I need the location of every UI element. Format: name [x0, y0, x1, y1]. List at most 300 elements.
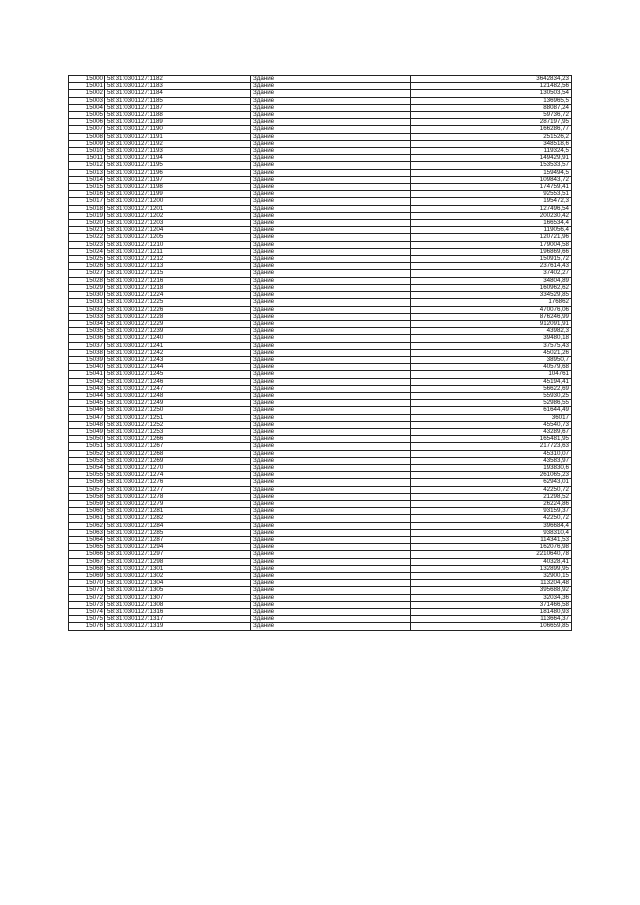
- object-type-cell: Здание: [251, 609, 411, 616]
- cadastral-value-cell: 149429,91: [411, 155, 572, 162]
- table-row: [69, 140, 572, 147]
- row-number-cell: 15072: [69, 594, 105, 601]
- table-row: [69, 270, 572, 277]
- cadastral-value-cell: 56622,69: [411, 385, 572, 392]
- object-type-cell: Здание: [251, 248, 411, 255]
- cadastral-number-cell: 58:31:0301127:1270: [105, 464, 251, 471]
- cadastral-number-cell: 58:31:0301127:1205: [105, 234, 251, 241]
- object-type-cell: Здание: [251, 493, 411, 500]
- object-type-cell: Здание: [251, 378, 411, 385]
- row-number-cell: 15044: [69, 392, 105, 399]
- row-number-cell: 15035: [69, 328, 105, 335]
- cadastral-value-cell: 93159,37: [411, 508, 572, 515]
- object-type-cell: Здание: [251, 212, 411, 219]
- row-number-cell: 15024: [69, 248, 105, 255]
- object-type-cell: Здание: [251, 263, 411, 270]
- row-number-cell: 15063: [69, 529, 105, 536]
- cadastral-number-cell: 58:31:0301127:1297: [105, 551, 251, 558]
- table-row: [69, 90, 572, 97]
- cadastral-number-cell: 58:31:0301127:1301: [105, 565, 251, 572]
- object-type-cell: Здание: [251, 328, 411, 335]
- object-type-cell: Здание: [251, 479, 411, 486]
- cadastral-value-cell: 40328,41: [411, 558, 572, 565]
- cadastral-value-cell: 196869,66: [411, 248, 572, 255]
- cadastral-number-cell: 58:31:0301127:1307: [105, 594, 251, 601]
- table-row: [69, 292, 572, 299]
- cadastral-value-cell: 166534,4: [411, 220, 572, 227]
- cadastral-number-cell: 58:31:0301127:1187: [105, 104, 251, 111]
- table-row: [69, 176, 572, 183]
- row-number-cell: 15069: [69, 573, 105, 580]
- cadastral-number-cell: 58:31:0301127:1239: [105, 328, 251, 335]
- object-type-cell: Здание: [251, 133, 411, 140]
- table-row: [69, 126, 572, 133]
- cadastral-number-cell: 58:31:0301127:1224: [105, 292, 251, 299]
- row-number-cell: 15047: [69, 414, 105, 421]
- object-type-cell: Здание: [251, 176, 411, 183]
- object-type-cell: Здание: [251, 443, 411, 450]
- row-number-cell: 15056: [69, 479, 105, 486]
- cadastral-value-cell: 34804,89: [411, 277, 572, 284]
- cadastral-value-cell: 132899,95: [411, 565, 572, 572]
- table-row: [69, 392, 572, 399]
- object-type-cell: Здание: [251, 587, 411, 594]
- row-number-cell: 15052: [69, 450, 105, 457]
- table-row: [69, 342, 572, 349]
- cadastral-value-cell: 334529,85: [411, 292, 572, 299]
- cadastral-number-cell: 58:31:0301127:1317: [105, 616, 251, 623]
- object-type-cell: Здание: [251, 256, 411, 263]
- cadastral-number-cell: 58:31:0301127:1226: [105, 306, 251, 313]
- object-type-cell: Здание: [251, 544, 411, 551]
- table-row: [69, 299, 572, 306]
- cadastral-value-cell: 42250,72: [411, 486, 572, 493]
- cadastral-value-cell: 104761: [411, 371, 572, 378]
- row-number-cell: 15014: [69, 176, 105, 183]
- cadastral-value-cell: 162076,98: [411, 544, 572, 551]
- cadastral-number-cell: 58:31:0301127:1279: [105, 500, 251, 507]
- cadastral-value-cell: 26224,86: [411, 500, 572, 507]
- table-row: [69, 436, 572, 443]
- cadastral-number-cell: 58:31:0301127:1184: [105, 90, 251, 97]
- table-row: [69, 356, 572, 363]
- cadastral-number-cell: 58:31:0301127:1204: [105, 227, 251, 234]
- table-row: [69, 349, 572, 356]
- table-row: [69, 83, 572, 90]
- object-type-cell: Здание: [251, 198, 411, 205]
- cadastral-number-cell: 58:31:0301127:1191: [105, 133, 251, 140]
- row-number-cell: 15049: [69, 428, 105, 435]
- cadastral-value-cell: 130503,54: [411, 90, 572, 97]
- cadastral-number-cell: 58:31:0301127:1304: [105, 580, 251, 587]
- cadastral-value-cell: 251526,2: [411, 133, 572, 140]
- table-row: [69, 609, 572, 616]
- cadastral-number-cell: 58:31:0301127:1252: [105, 421, 251, 428]
- row-number-cell: 15007: [69, 126, 105, 133]
- table-row: [69, 184, 572, 191]
- object-type-cell: Здание: [251, 76, 411, 83]
- object-type-cell: Здание: [251, 616, 411, 623]
- row-number-cell: 15041: [69, 371, 105, 378]
- cadastral-value-cell: 38950,7: [411, 356, 572, 363]
- cadastral-number-cell: 58:31:0301127:1278: [105, 493, 251, 500]
- table-row: [69, 573, 572, 580]
- object-type-cell: Здание: [251, 90, 411, 97]
- cadastral-value-cell: 45021,26: [411, 349, 572, 356]
- row-number-cell: 15059: [69, 500, 105, 507]
- cadastral-number-cell: 58:31:0301127:1212: [105, 256, 251, 263]
- table-row: [69, 421, 572, 428]
- cadastral-number-cell: 58:31:0301127:1308: [105, 601, 251, 608]
- object-type-cell: Здание: [251, 184, 411, 191]
- row-number-cell: 15011: [69, 155, 105, 162]
- cadastral-value-cell: 45540,73: [411, 421, 572, 428]
- object-type-cell: Здание: [251, 400, 411, 407]
- cadastral-number-cell: 58:31:0301127:1242: [105, 349, 251, 356]
- object-type-cell: Здание: [251, 220, 411, 227]
- row-number-cell: 15032: [69, 306, 105, 313]
- table-row: [69, 594, 572, 601]
- cadastral-number-cell: 58:31:0301127:1319: [105, 623, 251, 630]
- cadastral-value-cell: 40579,68: [411, 364, 572, 371]
- cadastral-value-cell: 150915,72: [411, 256, 572, 263]
- table-row: [69, 256, 572, 263]
- cadastral-number-cell: 58:31:0301127:1216: [105, 277, 251, 284]
- table-row: [69, 601, 572, 608]
- cadastral-value-cell: 61644,49: [411, 407, 572, 414]
- table-row: [69, 515, 572, 522]
- cadastral-value-cell: 195472,3: [411, 198, 572, 205]
- object-type-cell: Здание: [251, 112, 411, 119]
- table-row: [69, 364, 572, 371]
- object-type-cell: Здание: [251, 385, 411, 392]
- row-number-cell: 15048: [69, 421, 105, 428]
- cadastral-number-cell: 58:31:0301127:1276: [105, 479, 251, 486]
- cadastral-number-cell: 58:31:0301127:1225: [105, 299, 251, 306]
- table-row: [69, 486, 572, 493]
- cadastral-value-cell: 127496,54: [411, 205, 572, 212]
- cadastral-number-cell: 58:31:0301127:1201: [105, 205, 251, 212]
- object-type-cell: Здание: [251, 335, 411, 342]
- table-row: [69, 472, 572, 479]
- object-type-cell: Здание: [251, 558, 411, 565]
- row-number-cell: 15029: [69, 284, 105, 291]
- table-row: [69, 529, 572, 536]
- cadastral-number-cell: 58:31:0301127:1243: [105, 356, 251, 363]
- cadastral-value-cell: 59736,72: [411, 112, 572, 119]
- row-number-cell: 15040: [69, 364, 105, 371]
- object-type-cell: Здание: [251, 407, 411, 414]
- object-type-cell: Здание: [251, 450, 411, 457]
- row-number-cell: 15019: [69, 212, 105, 219]
- cadastral-number-cell: 58:31:0301127:1316: [105, 609, 251, 616]
- row-number-cell: 15065: [69, 544, 105, 551]
- table-row: [69, 587, 572, 594]
- object-type-cell: Здание: [251, 155, 411, 162]
- object-type-cell: Здание: [251, 83, 411, 90]
- row-number-cell: 15043: [69, 385, 105, 392]
- cadastral-number-cell: 58:31:0301127:1284: [105, 522, 251, 529]
- object-type-cell: Здание: [251, 169, 411, 176]
- object-type-cell: Здание: [251, 414, 411, 421]
- row-number-cell: 15028: [69, 277, 105, 284]
- row-number-cell: 15031: [69, 299, 105, 306]
- object-type-cell: Здание: [251, 623, 411, 630]
- table-row: [69, 443, 572, 450]
- object-type-cell: Здание: [251, 537, 411, 544]
- cadastral-value-cell: 88087,24: [411, 104, 572, 111]
- row-number-cell: 15070: [69, 580, 105, 587]
- row-number-cell: 15013: [69, 169, 105, 176]
- row-number-cell: 15058: [69, 493, 105, 500]
- cadastral-number-cell: 58:31:0301127:1197: [105, 176, 251, 183]
- cadastral-value-cell: 39480,18: [411, 335, 572, 342]
- table-row: [69, 378, 572, 385]
- object-type-cell: Здание: [251, 277, 411, 284]
- object-type-cell: Здание: [251, 508, 411, 515]
- cadastral-value-cell: 119324,5: [411, 148, 572, 155]
- table-row: [69, 565, 572, 572]
- table-row: [69, 385, 572, 392]
- cadastral-value-cell: 174759,41: [411, 184, 572, 191]
- cadastral-number-cell: 58:31:0301127:1196: [105, 169, 251, 176]
- table-row: [69, 148, 572, 155]
- object-type-cell: Здание: [251, 464, 411, 471]
- table-row: [69, 544, 572, 551]
- table-row: [69, 558, 572, 565]
- cadastral-number-cell: 58:31:0301127:1302: [105, 573, 251, 580]
- object-type-cell: Здание: [251, 292, 411, 299]
- object-type-cell: Здание: [251, 551, 411, 558]
- cadastral-value-cell: 237614,43: [411, 263, 572, 270]
- cadastral-value-cell: 181480,93: [411, 609, 572, 616]
- row-number-cell: 15003: [69, 97, 105, 104]
- cadastral-value-cell: 166286,77: [411, 126, 572, 133]
- cadastral-number-cell: 58:31:0301127:1182: [105, 76, 251, 83]
- cadastral-value-cell: 43583,97: [411, 457, 572, 464]
- cadastral-number-cell: 58:31:0301127:1251: [105, 414, 251, 421]
- cadastral-number-cell: 58:31:0301127:1218: [105, 284, 251, 291]
- table-row: [69, 97, 572, 104]
- cadastral-number-cell: 58:31:0301127:1199: [105, 191, 251, 198]
- object-type-cell: Здание: [251, 205, 411, 212]
- row-number-cell: 15061: [69, 515, 105, 522]
- cadastral-value-cell: 21298,52: [411, 493, 572, 500]
- object-type-cell: Здание: [251, 320, 411, 327]
- object-type-cell: Здание: [251, 515, 411, 522]
- table-row: [69, 162, 572, 169]
- cadastral-value-cell: 113664,37: [411, 616, 572, 623]
- cadastral-number-cell: 58:31:0301127:1298: [105, 558, 251, 565]
- cadastral-value-cell: 120721,96: [411, 234, 572, 241]
- table-row: [69, 493, 572, 500]
- row-number-cell: 15076: [69, 623, 105, 630]
- cadastral-number-cell: 58:31:0301127:1287: [105, 537, 251, 544]
- row-number-cell: 15020: [69, 220, 105, 227]
- cadastral-value-cell: 106659,85: [411, 623, 572, 630]
- cadastral-value-cell: 160962,62: [411, 284, 572, 291]
- table-row: [69, 277, 572, 284]
- row-number-cell: 15045: [69, 400, 105, 407]
- object-type-cell: Здание: [251, 234, 411, 241]
- row-number-cell: 15075: [69, 616, 105, 623]
- row-number-cell: 15030: [69, 292, 105, 299]
- object-type-cell: Здание: [251, 270, 411, 277]
- row-number-cell: 15016: [69, 191, 105, 198]
- table-row: [69, 112, 572, 119]
- object-type-cell: Здание: [251, 148, 411, 155]
- cadastral-value-cell: 37575,43: [411, 342, 572, 349]
- table-row: [69, 191, 572, 198]
- table-row: [69, 234, 572, 241]
- table-row: [69, 205, 572, 212]
- object-type-cell: Здание: [251, 140, 411, 147]
- row-number-cell: 15015: [69, 184, 105, 191]
- cadastral-value-cell: 2210640,78: [411, 551, 572, 558]
- row-number-cell: 15055: [69, 472, 105, 479]
- table-row: [69, 537, 572, 544]
- cadastral-number-cell: 58:31:0301127:1194: [105, 155, 251, 162]
- cadastral-value-cell: 396684,4: [411, 522, 572, 529]
- cadastral-number-cell: 58:31:0301127:1247: [105, 385, 251, 392]
- cadastral-value-cell: 114341,53: [411, 537, 572, 544]
- cadastral-value-cell: 348518,6: [411, 140, 572, 147]
- row-number-cell: 15034: [69, 320, 105, 327]
- table-row: [69, 320, 572, 327]
- cadastral-number-cell: 58:31:0301127:1195: [105, 162, 251, 169]
- row-number-cell: 15053: [69, 457, 105, 464]
- table-row: [69, 76, 572, 83]
- cadastral-value-cell: 938310,4: [411, 529, 572, 536]
- row-number-cell: 15010: [69, 148, 105, 155]
- cadastral-number-cell: 58:31:0301127:1241: [105, 342, 251, 349]
- table-row: [69, 313, 572, 320]
- cadastral-value-cell: 261065,23: [411, 472, 572, 479]
- cadastral-number-cell: 58:31:0301127:1267: [105, 443, 251, 450]
- cadastral-number-cell: 58:31:0301127:1192: [105, 140, 251, 147]
- row-number-cell: 15022: [69, 234, 105, 241]
- row-number-cell: 15021: [69, 227, 105, 234]
- table-row: [69, 263, 572, 270]
- cadastral-number-cell: 58:31:0301127:1240: [105, 335, 251, 342]
- table-row: [69, 104, 572, 111]
- cadastral-value-cell: 200230,42: [411, 212, 572, 219]
- row-number-cell: 15004: [69, 104, 105, 111]
- object-type-cell: Здание: [251, 126, 411, 133]
- table-row: [69, 464, 572, 471]
- cadastral-number-cell: 58:31:0301127:1190: [105, 126, 251, 133]
- cadastral-number-cell: 58:31:0301127:1210: [105, 241, 251, 248]
- row-number-cell: 15001: [69, 83, 105, 90]
- cadastral-number-cell: 58:31:0301127:1200: [105, 198, 251, 205]
- cadastral-number-cell: 58:31:0301127:1266: [105, 436, 251, 443]
- cadastral-value-cell: 876246,99: [411, 313, 572, 320]
- cadastral-number-cell: 58:31:0301127:1213: [105, 263, 251, 270]
- table-row: [69, 169, 572, 176]
- row-number-cell: 15060: [69, 508, 105, 515]
- table-row: [69, 623, 572, 630]
- cadastral-value-cell: 165481,95: [411, 436, 572, 443]
- row-number-cell: 15002: [69, 90, 105, 97]
- row-number-cell: 15042: [69, 378, 105, 385]
- row-number-cell: 15027: [69, 270, 105, 277]
- cadastral-number-cell: 58:31:0301127:1193: [105, 148, 251, 155]
- table-row: [69, 227, 572, 234]
- cadastral-value-cell: 121482,56: [411, 83, 572, 90]
- row-number-cell: 15023: [69, 241, 105, 248]
- row-number-cell: 15067: [69, 558, 105, 565]
- row-number-cell: 15033: [69, 313, 105, 320]
- cadastral-value-cell: 3642834,23: [411, 76, 572, 83]
- row-number-cell: 15064: [69, 537, 105, 544]
- object-type-cell: Здание: [251, 421, 411, 428]
- cadastral-number-cell: 58:31:0301127:1203: [105, 220, 251, 227]
- cadastral-value-cell: 371466,58: [411, 601, 572, 608]
- cadastral-value-cell: 179004,58: [411, 241, 572, 248]
- cadastral-value-cell: 92553,51: [411, 191, 572, 198]
- object-type-cell: Здание: [251, 500, 411, 507]
- object-type-cell: Здание: [251, 356, 411, 363]
- cadastral-value-cell: 36017: [411, 414, 572, 421]
- table-row: [69, 335, 572, 342]
- table-row: [69, 248, 572, 255]
- row-number-cell: 15000: [69, 76, 105, 83]
- cadastral-value-cell: 119056,4: [411, 227, 572, 234]
- cadastral-number-cell: 58:31:0301127:1294: [105, 544, 251, 551]
- cadastral-value-cell: 32034,36: [411, 594, 572, 601]
- cadastral-value-cell: 45310,07: [411, 450, 572, 457]
- cadastral-number-cell: 58:31:0301127:1281: [105, 508, 251, 515]
- object-type-cell: Здание: [251, 436, 411, 443]
- object-type-cell: Здание: [251, 284, 411, 291]
- object-type-cell: Здание: [251, 457, 411, 464]
- cadastral-value-cell: 62943,01: [411, 479, 572, 486]
- row-number-cell: 15051: [69, 443, 105, 450]
- object-type-cell: Здание: [251, 162, 411, 169]
- object-type-cell: Здание: [251, 364, 411, 371]
- row-number-cell: 15062: [69, 522, 105, 529]
- cadastral-value-cell: 113204,48: [411, 580, 572, 587]
- table-row: [69, 284, 572, 291]
- object-type-cell: Здание: [251, 565, 411, 572]
- cadastral-number-cell: 58:31:0301127:1248: [105, 392, 251, 399]
- row-number-cell: 15012: [69, 162, 105, 169]
- object-type-cell: Здание: [251, 529, 411, 536]
- cadastral-number-cell: 58:31:0301127:1282: [105, 515, 251, 522]
- table-row: [69, 407, 572, 414]
- object-type-cell: Здание: [251, 580, 411, 587]
- table-row: [69, 119, 572, 126]
- cadastral-value-cell: 395688,92: [411, 587, 572, 594]
- object-type-cell: Здание: [251, 522, 411, 529]
- cadastral-number-cell: 58:31:0301127:1202: [105, 212, 251, 219]
- row-number-cell: 15009: [69, 140, 105, 147]
- table-row: [69, 241, 572, 248]
- row-number-cell: 15068: [69, 565, 105, 572]
- cadastral-number-cell: 58:31:0301127:1253: [105, 428, 251, 435]
- cadastral-number-cell: 58:31:0301127:1274: [105, 472, 251, 479]
- object-type-cell: Здание: [251, 428, 411, 435]
- cadastral-value-cell: 176862: [411, 299, 572, 306]
- table-row: [69, 450, 572, 457]
- object-type-cell: Здание: [251, 472, 411, 479]
- table-body: [69, 76, 572, 631]
- row-number-cell: 15046: [69, 407, 105, 414]
- cadastral-value-table: [68, 75, 572, 631]
- object-type-cell: Здание: [251, 371, 411, 378]
- cadastral-value-cell: 32900,15: [411, 573, 572, 580]
- object-type-cell: Здание: [251, 313, 411, 320]
